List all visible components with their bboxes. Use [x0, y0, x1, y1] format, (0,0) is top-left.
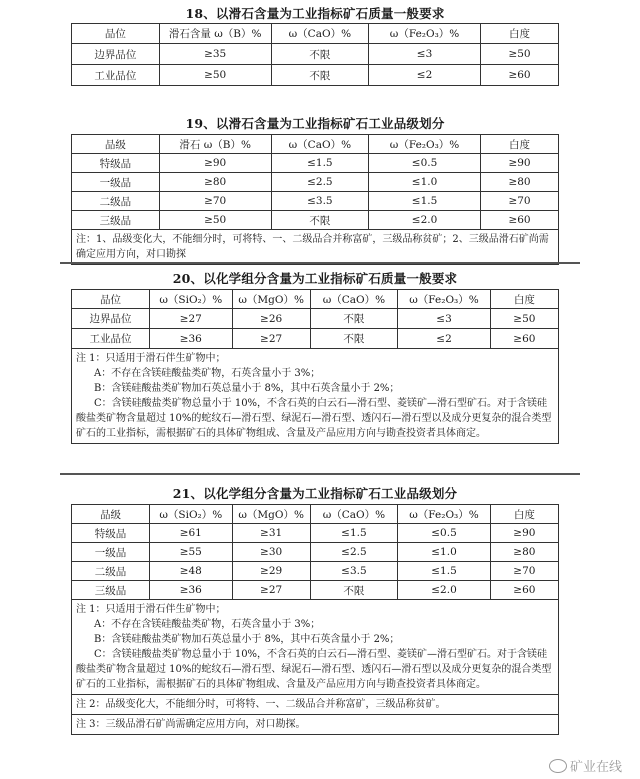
- table-cell: ≤1.5: [369, 192, 481, 211]
- table-row: [72, 154, 559, 173]
- table-cell: ≤3.5: [271, 192, 368, 211]
- table-cell: ≥70: [490, 562, 558, 581]
- table-cell: 三级品: [72, 581, 150, 600]
- table-cell: ≥60: [481, 65, 559, 86]
- table-21-note-2: 注 2：品级变化大，不能细分时，可将特、一、二级品合并称富矿，三级品称贫矿。: [72, 695, 559, 715]
- table-20-note: [72, 349, 559, 444]
- note-line: C：含镁硅酸盐类矿物总量小于 10%，不含石英的白云石—滑石型、菱镁矿—滑石型矿石。对于含镁硅酸盐类矿物含量超过 10%的蛇纹石—滑石型、绿泥石—滑石型、透闪石—滑石型以及成分更复杂的混合类型矿石的工业指标，需根据矿石的具体矿物组成、含量及产品应用方向与勘查投资者具体商定。: [76, 649, 552, 690]
- watermark-text: 矿业在线: [569, 760, 622, 775]
- column-header: 白度: [481, 135, 559, 154]
- column-header: ω（CaO）%: [271, 24, 368, 44]
- table-cell: ≥50: [159, 211, 271, 230]
- column-header: 白度: [490, 505, 558, 524]
- table-cell: 特级品: [72, 524, 150, 543]
- table-cell: ≥29: [232, 562, 310, 581]
- table-cell: ≥31: [232, 524, 310, 543]
- table-cell: ≥90: [159, 154, 271, 173]
- table-row: [72, 44, 559, 65]
- table-cell: 不限: [310, 329, 398, 349]
- table-cell: ≥50: [481, 44, 559, 65]
- table-cell: 三级品: [72, 211, 160, 230]
- table-cell: 边界品位: [72, 44, 160, 65]
- column-header: 白度: [490, 290, 558, 309]
- table-cell: ≥30: [232, 543, 310, 562]
- table-cell: 工业品位: [72, 65, 160, 86]
- table-cell: ≤2.0: [398, 581, 491, 600]
- table-cell: 不限: [271, 65, 368, 86]
- column-header: ω（Fe₂O₃）%: [398, 290, 491, 309]
- table-cell: 工业品位: [72, 329, 150, 349]
- table-cell: ≤1.5: [271, 154, 368, 173]
- table-cell: 不限: [310, 581, 398, 600]
- column-header: 白度: [481, 24, 559, 44]
- table-cell: ≥27: [232, 329, 310, 349]
- table-21: [71, 504, 559, 735]
- table-20-header-row: [72, 290, 559, 309]
- table-cell: 不限: [310, 309, 398, 329]
- table-cell: ≥55: [149, 543, 232, 562]
- table-21-note: [72, 600, 559, 695]
- table-row: [72, 562, 559, 581]
- section-21-title: 21、以化学组分含量为工业指标矿石工业品级划分: [172, 486, 458, 501]
- table-cell: 二级品: [72, 562, 150, 581]
- section-19: [71, 116, 559, 265]
- table-row: [72, 581, 559, 600]
- column-header: ω（SiO₂）%: [149, 290, 232, 309]
- table-20-note-row: [72, 349, 559, 444]
- table-cell: ≥60: [490, 329, 558, 349]
- table-row: [72, 309, 559, 329]
- table-20: [71, 289, 559, 444]
- table-cell: ≥70: [481, 192, 559, 211]
- note-line: B：含镁硅酸盐类矿物加石英总量小于 8%，其中石英含量小于 2%；: [94, 634, 400, 645]
- table-row: [72, 543, 559, 562]
- table-cell: ≥27: [149, 309, 232, 329]
- table-cell: ≤1.0: [369, 173, 481, 192]
- column-header: ω（SiO₂）%: [149, 505, 232, 524]
- table-18: [71, 23, 559, 86]
- note-line: 注 1：只适用于滑石伴生矿物中；: [76, 604, 226, 615]
- section-divider: [60, 473, 580, 475]
- table-cell: ≥35: [159, 44, 271, 65]
- table-cell: 不限: [271, 44, 368, 65]
- column-header: 品级: [72, 135, 160, 154]
- table-cell: ≥80: [490, 543, 558, 562]
- table-cell: ≤2.5: [310, 543, 398, 562]
- table-cell: ≤3: [369, 44, 481, 65]
- column-header: 滑石 ω（B）%: [159, 135, 271, 154]
- section-divider: [60, 262, 580, 264]
- section-18: [71, 6, 559, 86]
- column-header: 品级: [72, 505, 150, 524]
- note-line: A：不存在含镁硅酸盐类矿物，石英含量小于 3%；: [94, 368, 321, 379]
- table-cell: 不限: [271, 211, 368, 230]
- table-cell: ≥80: [481, 173, 559, 192]
- wechat-icon: [549, 759, 567, 773]
- note-line: C：含镁硅酸盐类矿物总量小于 10%，不含石英的白云石—滑石型、菱镁矿—滑石型矿石。对于含镁硅酸盐类矿物含量超过 10%的蛇纹石—滑石型、绿泥石—滑石型、透闪石—滑石型以及成分更复杂的混合类型矿石的工业指标，需根据矿石的具体矿物组成、含量及产品应用方向与勘查投资者具体商定。: [76, 398, 552, 439]
- table-cell: ≥90: [481, 154, 559, 173]
- column-header: ω（CaO）%: [310, 505, 398, 524]
- table-cell: ≤3: [398, 309, 491, 329]
- table-19-header-row: [72, 135, 559, 154]
- table-21-note-3: 注 3：三级品滑石矿尚需确定应用方向，对口勘探。: [72, 715, 559, 735]
- table-cell: ≥27: [232, 581, 310, 600]
- section-21: [71, 486, 559, 735]
- table-cell: ≥70: [159, 192, 271, 211]
- column-header: ω（CaO）%: [310, 290, 398, 309]
- table-18-header-row: [72, 24, 559, 44]
- table-cell: ≥36: [149, 329, 232, 349]
- column-header: ω（Fe₂O₃）%: [369, 24, 481, 44]
- table-cell: ≥60: [481, 211, 559, 230]
- column-header: ω（MgO）%: [232, 505, 310, 524]
- table-row: [72, 524, 559, 543]
- table-19-note-row: [72, 230, 559, 265]
- section-18-title: 18、以滑石含量为工业指标矿石质量一般要求: [185, 6, 445, 21]
- table-cell: ≤0.5: [369, 154, 481, 173]
- table-cell: ≥26: [232, 309, 310, 329]
- table-cell: ≥50: [490, 309, 558, 329]
- table-cell: ≤1.0: [398, 543, 491, 562]
- table-cell: ≤1.5: [310, 524, 398, 543]
- column-header: ω（MgO）%: [232, 290, 310, 309]
- table-cell: ≥48: [149, 562, 232, 581]
- table-cell: ≤2.0: [369, 211, 481, 230]
- watermark: [549, 756, 622, 775]
- table-cell: 二级品: [72, 192, 160, 211]
- table-21-note-row: [72, 600, 559, 695]
- table-cell: ≥50: [159, 65, 271, 86]
- note-line: A：不存在含镁硅酸盐类矿物，石英含量小于 3%；: [94, 619, 321, 630]
- table-cell: ≤3.5: [310, 562, 398, 581]
- table-cell: 一级品: [72, 543, 150, 562]
- table-21-note2-row: [72, 695, 559, 715]
- column-header: ω（Fe₂O₃）%: [369, 135, 481, 154]
- section-20-title: 20、以化学组分含量为工业指标矿石质量一般要求: [172, 271, 458, 286]
- column-header: 滑石含量 ω（B）%: [159, 24, 271, 44]
- table-21-header-row: [72, 505, 559, 524]
- column-header: ω（Fe₂O₃）%: [398, 505, 491, 524]
- table-cell: 一级品: [72, 173, 160, 192]
- note-line: B：含镁硅酸盐类矿物加石英总量小于 8%，其中石英含量小于 2%；: [94, 383, 400, 394]
- table-row: [72, 211, 559, 230]
- table-cell: 边界品位: [72, 309, 150, 329]
- table-19: [71, 134, 559, 265]
- table-cell: ≥61: [149, 524, 232, 543]
- table-cell: ≥80: [159, 173, 271, 192]
- table-cell: ≤2: [398, 329, 491, 349]
- table-row: [72, 173, 559, 192]
- table-row: [72, 329, 559, 349]
- table-cell: ≤1.5: [398, 562, 491, 581]
- table-19-note: 注：1、品级变化大，不能细分时，可将特、一、二级品合并称富矿，三级品称贫矿；2、三级品滑石矿尚需确定应用方向，对口勘探: [72, 230, 559, 265]
- table-21-note3-row: [72, 715, 559, 735]
- table-row: [72, 65, 559, 86]
- table-cell: ≤2.5: [271, 173, 368, 192]
- table-cell: ≥36: [149, 581, 232, 600]
- table-cell: ≤2: [369, 65, 481, 86]
- table-cell: ≥90: [490, 524, 558, 543]
- table-row: [72, 192, 559, 211]
- table-cell: ≤0.5: [398, 524, 491, 543]
- column-header: ω（CaO）%: [271, 135, 368, 154]
- section-19-title: 19、以滑石含量为工业指标矿石工业品级划分: [185, 116, 445, 131]
- table-cell: 特级品: [72, 154, 160, 173]
- section-20: [71, 271, 559, 444]
- column-header: 品位: [72, 24, 160, 44]
- table-cell: ≥60: [490, 581, 558, 600]
- column-header: 品位: [72, 290, 150, 309]
- note-line: 注 1：只适用于滑石伴生矿物中；: [76, 353, 226, 364]
